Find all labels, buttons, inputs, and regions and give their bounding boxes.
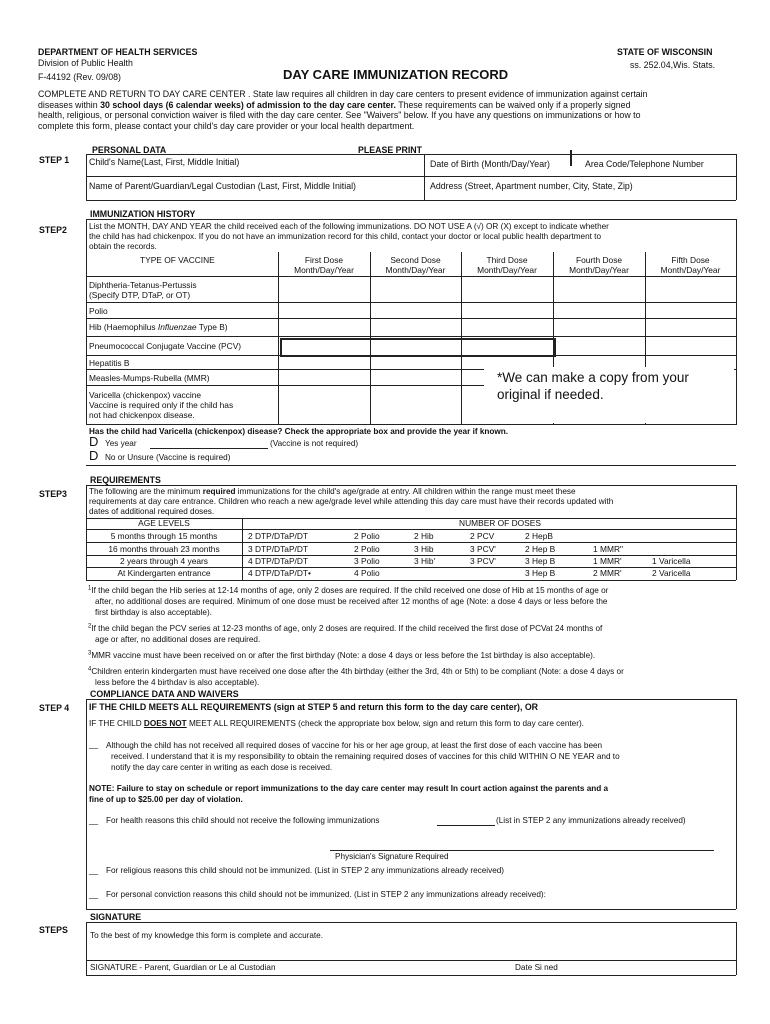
req-line: requirements at day care entrance. Children who reach a new age/grade level while attending this day care must have their records updated with bbox=[89, 497, 614, 506]
req-mmr-cell: 1 MMR" bbox=[593, 544, 623, 554]
nm-bold: DOES NOT bbox=[143, 719, 187, 728]
chickenpox-question: Has the child had Varicella (chickenpox) disease? Check the appropriate box and provide the year if known. bbox=[89, 427, 509, 436]
yes-checkbox[interactable]: D bbox=[89, 434, 99, 449]
dose-format: Month/Day/Year bbox=[294, 265, 354, 275]
religious-waiver: For religious reasons this child should not be immunized. (List in STEP 2 any immunizations already received) bbox=[106, 866, 505, 875]
footnote-1: $^1$If the child began the Hib series at 12-14 months of age, only 2 doses are required. If the child received one dose of Hib at 15 months of age or bbox=[88, 585, 609, 595]
step5-label: STEPS bbox=[39, 925, 68, 935]
signature-attestation: To the best of my knowledge this form is complete and accurate. bbox=[90, 931, 324, 940]
instr-line: the child has had chickenpox. If you do not have an immunization record for this child, contact your doctor or local public health department to bbox=[89, 232, 602, 241]
step3-label: STEP3 bbox=[39, 489, 67, 499]
vaccine-hepb: Hepatitis B bbox=[89, 358, 130, 368]
req-span: The following are the minimum bbox=[89, 487, 203, 496]
vaccine-label: Varicella (chickenpox) vaccine bbox=[89, 390, 202, 400]
dose-label: Fourth Dose bbox=[575, 255, 623, 265]
parent-name-field[interactable]: Name of Parent/Guardian/Legal Custodian (Last, First, Middle Initial) bbox=[89, 181, 356, 191]
dose-format: Month/Day/Year bbox=[660, 265, 721, 275]
vaccine-label: Hib (Haemophilus bbox=[89, 322, 158, 332]
fn-text: after, no additional doses are required. Minimum of one dose must be received after 12 months of age (Note: a dose 4 days or less before the bbox=[95, 597, 608, 606]
intro-line: COMPLETE AND RETURN TO DAY CARE CENTER . State law requires all children in day care centers to present evidence of immunization against certain bbox=[38, 89, 648, 99]
dose-format: Month/Day/Year bbox=[569, 265, 629, 275]
req-age-cell: At Kindergarten entrance bbox=[117, 568, 211, 578]
personal-data-heading: PERSONAL DATA bbox=[92, 145, 167, 155]
option-incomplete bbox=[106, 740, 734, 773]
step2-instructions bbox=[89, 222, 734, 252]
yes-note: (Vaccine is not required) bbox=[270, 439, 359, 448]
intro-text bbox=[38, 89, 738, 131]
vaccine-pcv: Pneumococcal Conjugate Vaccine (PCV) bbox=[89, 341, 242, 351]
fn-text: age or after, no additional doses are required. bbox=[95, 635, 261, 644]
copy-note: *We can make a copy from your original if needed. bbox=[497, 370, 689, 402]
intro-span: diseases within bbox=[38, 99, 101, 110]
dose1-header bbox=[278, 255, 370, 275]
vaccine-polio: Polio bbox=[89, 306, 108, 316]
child-name-field[interactable]: Child's Name(Last, First, Middle Initial) bbox=[89, 157, 240, 167]
intro-line: complete this form, please contact your child's day care provider or your local health department. bbox=[38, 120, 415, 131]
req-age-cell: 5 months through 15 months bbox=[110, 531, 218, 541]
statute: ss. 252.04,Wis. Stats. bbox=[630, 60, 716, 70]
intro-line bbox=[38, 100, 738, 111]
vaccine-label: Type B) bbox=[196, 322, 228, 332]
signature-heading: SIGNATURE bbox=[90, 912, 142, 922]
footnote-4: $^4$Children enterin kindergarten must have received one dose after the 4th birthday (either the 3rd, 4th or 5th) to be compliant (Note: a dose 4 days or bbox=[88, 666, 624, 676]
dose-label: Fifth Dose bbox=[671, 255, 710, 265]
req-var-cell: 1 Varicella bbox=[652, 556, 691, 566]
please-print: PLEASE PRINT bbox=[358, 145, 423, 155]
req-mmr-cell: 2 MMR' bbox=[593, 568, 622, 578]
req-hib-cell: 3 Hib' bbox=[414, 556, 436, 566]
req-hib-cell: 2 Hib bbox=[414, 531, 434, 541]
vaccine-mmr: Measles-Mumps-Rubella (MMR) bbox=[89, 373, 210, 383]
signature-field[interactable]: SIGNATURE - Parent, Guardian or Le al Custodian bbox=[90, 963, 276, 972]
dose2-header bbox=[370, 255, 461, 275]
req-age-cell: 16 months throuah 23 months bbox=[108, 544, 220, 554]
req-dtp-cell: 4 DTP/DTaP/DT• bbox=[248, 568, 311, 578]
vaccine-dtp bbox=[89, 280, 197, 300]
dose4-header bbox=[553, 255, 645, 275]
req-dtp-cell: 3 DTP/DTaP/DT bbox=[248, 544, 309, 554]
req-pcv-cell: 2 PCV bbox=[470, 531, 495, 541]
not-meets-requirements bbox=[89, 719, 584, 729]
footnote-3: $^3$MMR vaccine must have been received on or after the first birthday (Note: a dose 4 days or less before the 1st birthday is also acceptable). bbox=[88, 650, 596, 660]
opt-line: notify the day care center in writing as each dose is received. bbox=[111, 763, 333, 772]
req-mmr-cell: 1 MMR' bbox=[593, 556, 622, 566]
vaccine-sub: (Specify DTP, DTaP, or OT) bbox=[89, 290, 191, 300]
req-hib-cell: 3 Hib bbox=[414, 544, 434, 554]
dose-label: First Dose bbox=[304, 255, 344, 265]
personal-checkbox[interactable]: __ bbox=[89, 890, 99, 899]
health-waiver-note: (List in STEP 2 any immunizations already received) bbox=[496, 816, 686, 825]
health-waiver: For health reasons this child should not receive the following immunizations bbox=[106, 816, 380, 825]
doses-header: NUMBER OF DOSES bbox=[459, 518, 541, 528]
req-hepb-cell: 3 Hep B bbox=[525, 556, 556, 566]
dose5-header bbox=[645, 255, 736, 275]
date-signed-field[interactable]: Date Si ned bbox=[515, 963, 558, 972]
option-checkbox[interactable]: __ bbox=[89, 740, 99, 749]
fn-text: If the child began the Hib series at 12-14 months of age, only 2 doses are required. If the child received one dose of Hib at 15 months of age or bbox=[91, 586, 609, 595]
req-age-cell: 2 years through 4 years bbox=[120, 556, 208, 566]
note-line: fine of up to $25.00 per day of violation. bbox=[89, 795, 243, 804]
req-line bbox=[89, 487, 734, 497]
fn-text: Children enterin kindergarten must have received one dose after the 4th birthday (either the 3rd, 4th or 5th) to be compliant (Note: a dose 4 days or bbox=[91, 667, 624, 676]
req-dtp-cell: 4 DTP/DTaP/DT bbox=[248, 556, 309, 566]
requirements-intro bbox=[89, 487, 734, 517]
compliance-heading: COMPLIANCE DATA AND WAIVERS bbox=[90, 689, 239, 699]
req-hepb-cell: 2 HepB bbox=[525, 531, 553, 541]
dose3-header bbox=[461, 255, 553, 275]
step1-label: STEP 1 bbox=[39, 155, 70, 165]
dob-field[interactable]: Date of Birth (Month/Day/Year) bbox=[430, 159, 550, 169]
req-hepb-cell: 3 Hep B bbox=[525, 568, 556, 578]
req-polio-cell: 2 Polio bbox=[354, 544, 380, 554]
health-checkbox[interactable]: __ bbox=[89, 816, 99, 825]
req-pcv-cell: 3 PCV' bbox=[470, 556, 496, 566]
req-span: immunizations for the child's age/grade at entry. All children within the range must meet these bbox=[235, 487, 576, 496]
vaccine-sub: not had chickenpox disease. bbox=[89, 410, 195, 420]
failure-note bbox=[89, 783, 734, 805]
step2-label: STEP2 bbox=[39, 225, 67, 235]
vaccine-label: Diphtheria-Tetanus-Pertussis bbox=[89, 280, 197, 290]
step4-label: STEP 4 bbox=[39, 703, 70, 713]
req-polio-cell: 3 Polio bbox=[354, 556, 380, 566]
req-bold: required bbox=[202, 487, 236, 496]
personal-waiver: For personal conviction reasons this child should not be immunized. (List in STEP 2 any immunizations already received): bbox=[106, 890, 546, 899]
fn-text: If the child began the PCV series at 12-23 months of age, only 2 doses are required. If the child received the first dose of PCVat 24 months of bbox=[91, 624, 603, 633]
form-number: F-44192 (Rev. 09/08) bbox=[38, 72, 121, 82]
yes-label: Yes year bbox=[105, 439, 137, 448]
dose-label: Second Dose bbox=[390, 255, 441, 265]
religious-checkbox[interactable]: __ bbox=[89, 866, 99, 875]
note-line: NOTE: Failure to stay on schedule or report immunizations to the day care center may result In court action against the parents and a bbox=[89, 784, 609, 793]
dose-label: Third Dose bbox=[486, 255, 528, 265]
req-pcv-cell: 3 PCV' bbox=[470, 544, 496, 554]
division-name: Division of Public Health bbox=[38, 58, 133, 68]
requirements-heading: REQUIREMENTS bbox=[90, 475, 161, 485]
pcv-dose-box[interactable] bbox=[280, 338, 556, 357]
no-checkbox[interactable]: D bbox=[89, 448, 99, 463]
intro-span: These requirements can be waived only if a properly signed bbox=[395, 99, 631, 110]
phone-field[interactable]: Area Code/Telephone Number bbox=[585, 159, 704, 169]
dose-format: Month/Day/Year bbox=[385, 265, 446, 275]
age-levels-header: AGE LEVELS bbox=[138, 518, 190, 528]
req-hepb-cell: 2 Hep B bbox=[525, 544, 556, 554]
address-field[interactable]: Address (Street, Apartment number, City, State, Zip) bbox=[430, 181, 633, 191]
footnote-2: $^2$If the child began the PCV series at 12-23 months of age, only 2 doses are required. If the child received the first dose of PCVat 24 months of bbox=[88, 623, 603, 633]
state-name: STATE OF WISCONSIN bbox=[617, 47, 713, 57]
nm-span: MEET ALL REQUIREMENTS (check the appropriate box below, sign and return this form to day care center). bbox=[186, 719, 584, 728]
fn-text: less before the 4 birthdav is also acceptable). bbox=[95, 678, 260, 687]
instr-line: obtain the records. bbox=[89, 242, 157, 251]
intro-line: health, religious, or personal conviction waiver is filed with the day care center. See "Waivers" below. If you have any questions on immunizations or how to bbox=[38, 110, 641, 120]
vaccine-italic: Influenzae bbox=[157, 322, 197, 332]
intro-bold: 30 school days (6 calendar weeks) of admission to the day care center. bbox=[100, 99, 396, 110]
opt-line: received. I understand that it is my responsibility to obtain the remaining required doses of vaccines for this child WITHIN O NE YEAR and to bbox=[111, 752, 620, 761]
instr-line: List the MONTH, DAY AND YEAR the child received each of the following immunizations. DO NOT USE A (√) OR (X) except to indicate whether bbox=[89, 222, 609, 231]
req-polio-cell: 2 Polio bbox=[354, 531, 380, 541]
vaccine-hib bbox=[89, 322, 228, 332]
fn-text: MMR vaccine must have been received on or after the first birthday (Note: a dose 4 days or less before the 1st birthday is also acceptable). bbox=[91, 651, 596, 660]
col-type-header: TYPE OF VACCINE bbox=[140, 255, 215, 265]
meets-requirements: IF THE CHILD MEETS ALL REQUIREMENTS (sign at STEP 5 and return this form to the day care center), OR bbox=[89, 702, 539, 712]
fn-text: first birthday is also acceptable). bbox=[95, 608, 212, 617]
req-polio-cell: 4 Polio bbox=[354, 568, 380, 578]
no-label: No or Unsure (Vaccine is required) bbox=[105, 453, 231, 462]
req-var-cell: 2 Varicella bbox=[652, 568, 691, 578]
physician-signature[interactable]: Physician's Signature Required bbox=[335, 852, 449, 861]
vaccine-varicella bbox=[89, 390, 233, 420]
req-dtp-cell: 2 DTP/DTaP/DT bbox=[248, 531, 309, 541]
immunization-history-heading: IMMUNIZATION HISTORY bbox=[90, 209, 196, 219]
department-name: DEPARTMENT OF HEALTH SERVICES bbox=[38, 47, 198, 57]
vaccine-sub: Vaccine is required only if the child has bbox=[89, 400, 234, 410]
form-title: DAY CARE IMMUNIZATION RECORD bbox=[283, 67, 509, 82]
req-line: dates of additional required doses. bbox=[89, 507, 215, 516]
opt-line: Although the child has not received all required doses of vaccine for his or her age group, at least the first dose of each vaccine has been bbox=[106, 741, 603, 750]
dose-format: Month/Day/Year bbox=[477, 265, 537, 275]
nm-span: IF THE CHILD bbox=[89, 719, 144, 728]
footnotes bbox=[88, 585, 738, 688]
